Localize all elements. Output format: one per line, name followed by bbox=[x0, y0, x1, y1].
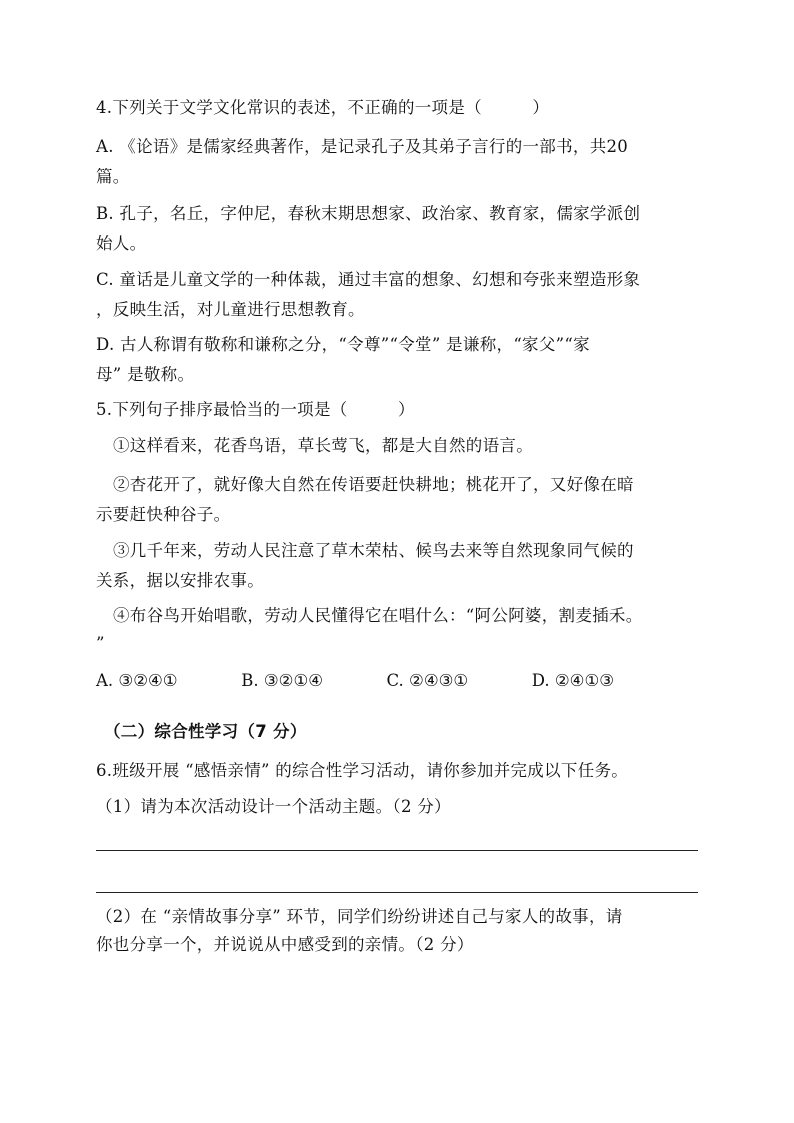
q5-stem: 5.下列句子排序最恰当的一项是（ ） bbox=[96, 400, 415, 419]
q5-sentence-2-line2: 示要赶快种谷子。 bbox=[96, 505, 231, 524]
q4-option-b-line1: B. 孔子，名丘，字仲尼，春秋末期思想家、政治家、教育家，儒家学派创 bbox=[96, 204, 641, 223]
q6-part1: （1）请为本次活动设计一个活动主题。（2 分） bbox=[96, 797, 451, 816]
q6-part2-line2: 你也分享一个，并说说从中感受到的亲情。（2 分） bbox=[96, 935, 474, 954]
q5-option-c: C. ②④③① bbox=[386, 671, 469, 690]
q5-sentence-1: ①这样看来，花香鸟语，草长莺飞，都是大自然的语言。 bbox=[113, 436, 533, 455]
q5-sentence-4-line2: ” bbox=[96, 634, 105, 653]
q5-option-a: A. ③②④① bbox=[96, 671, 178, 690]
q5-sentence-4-line1: ④布谷鸟开始唱歌，劳动人民懂得它在唱什么：“阿公阿婆，割麦插禾。 bbox=[113, 606, 643, 625]
q4-option-d-line2: 母” 是敬称。 bbox=[96, 365, 195, 384]
q4-option-a-line1: A. 《论语》是儒家经典著作，是记录孔子及其弟子言行的一部书，共20 bbox=[96, 137, 629, 156]
q4-option-a-line2: 篇。 bbox=[96, 167, 130, 186]
answer-line-2[interactable] bbox=[96, 892, 698, 893]
answer-line-1[interactable] bbox=[96, 850, 698, 851]
q5-options bbox=[96, 671, 614, 691]
q4-option-c-line1: C. 童话是儿童文学的一种体裁，通过丰富的想象、幻想和夸张来塑造形象 bbox=[96, 270, 641, 289]
q4-option-d-line1: D. 古人称谓有敬称和谦称之分，“令尊”“令堂” 是谦称，“家父”“家 bbox=[96, 335, 590, 354]
q4-option-c-line2: ，反映生活，对儿童进行思想教育。 bbox=[96, 300, 365, 319]
section-heading: （二）综合性学习（7 分） bbox=[104, 722, 307, 741]
q4-option-b-line2: 始人。 bbox=[96, 234, 147, 253]
q5-sentence-3-line2: 关系，据以安排农事。 bbox=[96, 571, 264, 590]
q6-part2-line1: （2）在 “亲情故事分享” 环节，同学们纷纷讲述自己与家人的故事，请 bbox=[96, 907, 623, 926]
q5-option-d: D. ②④①③ bbox=[531, 671, 615, 690]
q6-stem: 6.班级开展 “感悟亲情” 的综合性学习活动，请你参加并完成以下任务。 bbox=[96, 761, 629, 780]
q5-sentence-2-line1: ②杏花开了，就好像大自然在传语要赶快耕地；桃花开了，又好像在暗 bbox=[113, 475, 634, 494]
q5-option-b: B. ③②①④ bbox=[241, 671, 324, 690]
q5-sentence-3-line1: ③几千年来，劳动人民注意了草木荣枯、候鸟去来等自然现象同气候的 bbox=[113, 541, 634, 560]
q4-stem: 4.下列关于文学文化常识的表述，不正确的一项是（ ） bbox=[96, 98, 550, 117]
